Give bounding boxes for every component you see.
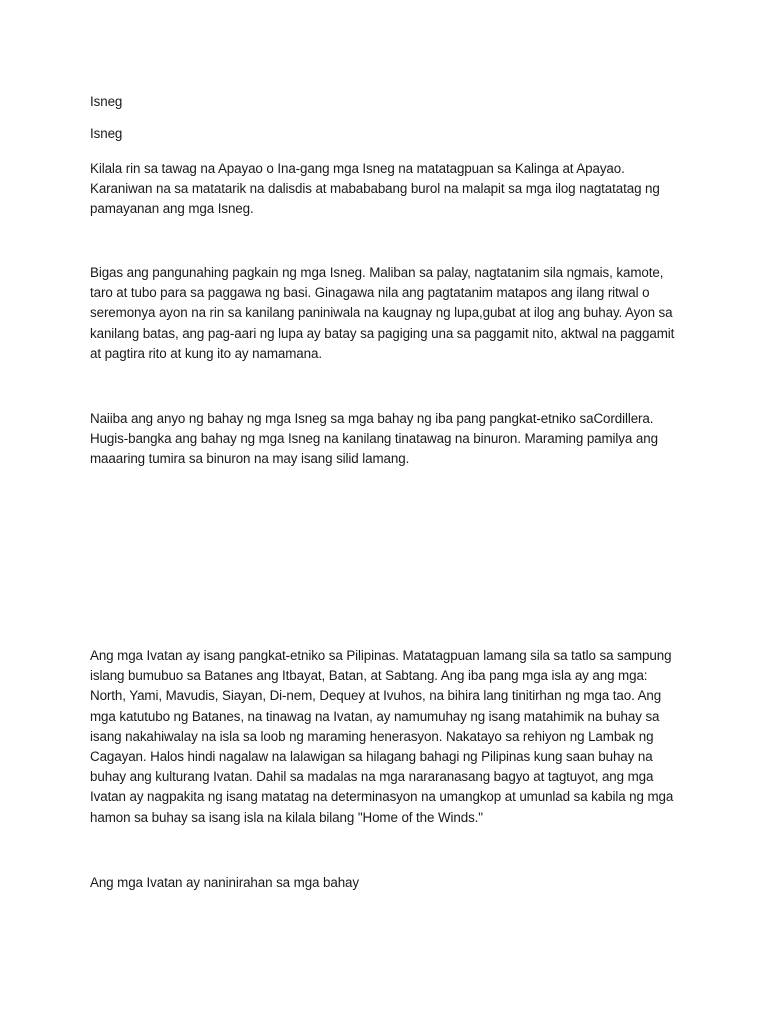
document-heading: Isneg: [90, 94, 123, 109]
paragraph-ivatan-house: Ang mga Ivatan ay naninirahan sa mga bahay: [90, 875, 360, 890]
paragraph-ivatan-intro: Ang mga Ivatan ay isang pangkat-etniko sa Pilipinas. Matatagpuan lamang sila sa tatlo sa sampung islang bumubuo sa Batanes ang Itbayat, Batan, at Sabtang. Ang iba pang mga isla ay ang mga: North, Yami, Mavudis, Siayan, Di-nem, Dequey at Ivuhos, na bihira lang tinitirhan ng mga tao. Ang mga katutubo ng Batanes, na tinawag na Ivatan, ay namumuhay ng isang matahimik na buhay sa isang nakahiwalay na isla sa loob ng maraming henerasyon. Nakatayo sa rehiyon ng Lambak ng Cagayan. Halos hindi nagalaw na lalawigan sa hilagang bahagi ng Pilipinas kung saan buhay na buhay ang kulturang Ivatan. Dahil sa madalas na mga nararanasang bagyo at tagtuyot, ang mga Ivatan ay nagpakita ng isang matatag na determinasyon na umangkop at umunlad sa kabila ng mga hamon sa buhay sa isang isla na kilala bilang "Home of the Winds.": [90, 648, 674, 825]
paragraph-isneg-intro: Kilala rin sa tawag na Apayao o Ina-gang mga Isneg na matatagpuan sa Kalinga at Apayao. Karaniwan na sa matatarik na dalisdis at mabababang burol na malapit sa mga ilog nagtatatag ng pamayanan ang mga Isneg.: [90, 161, 660, 217]
paragraph-isneg-food: Bigas ang pangunahing pagkain ng mga Isneg. Maliban sa palay, nagtatanim sila ngmais, kamote, taro at tubo para sa paggawa ng basi. Ginagawa nila ang pagtatanim matapos ang ilang ritwal o seremonya ayon na rin sa kanilang paniniwala na kaugnay ng lupa,gubat at ilog ang buhay. Ayon sa kanilang batas, ang pag-aari ng lupa ay batay sa pagiging una sa paggamit nito, aktwal na paggamit at pagtira rito at kung ito ay namamana.: [90, 265, 675, 361]
document-subheading: Isneg: [90, 126, 123, 141]
paragraph-isneg-house: Naiiba ang anyo ng bahay ng mga Isneg sa mga bahay ng iba pang pangkat-etniko saCordillera. Hugis-bangka ang bahay ng mga Isneg na kanilang tinatawag na binuron. Maraming pamilya ang maaaring tumira sa binuron na may isang silid lamang.: [90, 411, 658, 467]
